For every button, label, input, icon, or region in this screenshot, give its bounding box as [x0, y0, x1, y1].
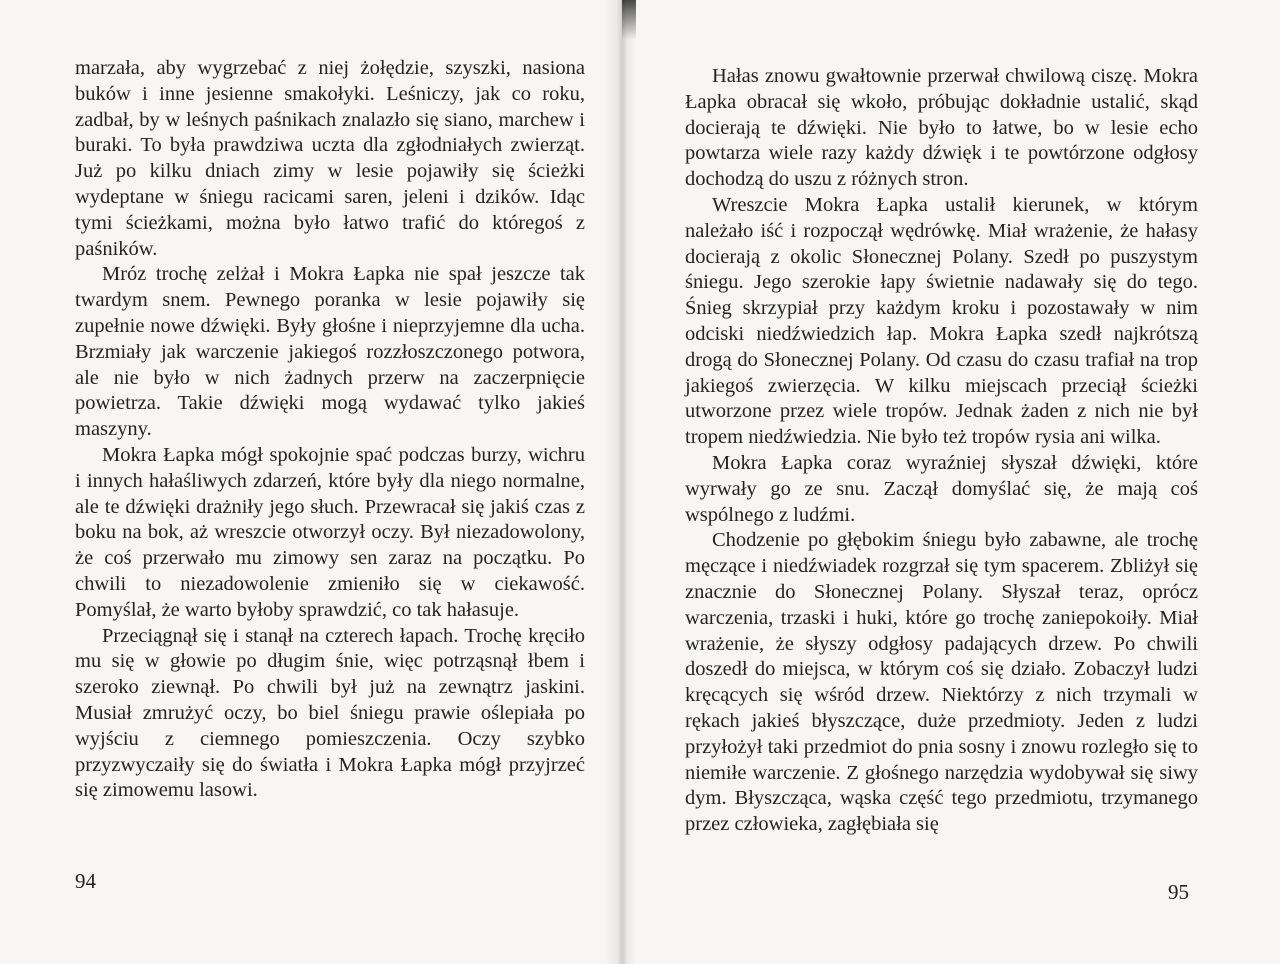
paragraph: Przeciągnął się i stanął na czterech łapach. Trochę kręciło mu się w głowie po długim śnie, więc potrząsnął łbem i szeroko ziewnął. Po chwili był już na zewnątrz jaskini. Musiał zmrużyć oczy, bo biel śniegu prawie oślepiała po wyjściu z ciemnego pomieszczenia. Oczy szybko przyzwyczaiły się do światła i Mokra Łapka mógł przyjrzeć się zimowemu lasowi. — [75, 624, 585, 802]
left-page-text — [75, 56, 585, 804]
paragraph: Chodzenie po głębokim śniegu było zabawne, ale trochę męczące i niedźwiadek rozgrzał się tym spacerem. Zbliżył się znacznie do Słonecznej Polany. Słyszał teraz, oprócz warczenia, trzaski i huki, które go trochę zaniepokoiły. Miał wrażenie, że słyszy odgłosy padających drzew. Po chwili doszedł do miejsca, w którym coś się działo. Zobaczył ludzi kręcących się wśród drzew. Niektórzy z nich trzymali w rękach jakieś błyszczące, duże przedmioty. Jeden z ludzi przyłożył taki przedmiot do pnia sosny i znowu rozległo się to niemiłe warczenie. Z głośnego narzędzia wydobywał się siwy dym. Błyszcząca, wąska część tego przedmiotu, trzymanego przez człowieka, zagłębiała się — [685, 529, 1198, 836]
paragraph: marzała, aby wygrzebać z niej żołędzie, szyszki, nasiona buków i inne jesienne smakołyki. Leśniczy, jak co roku, zadbał, by w leśnych paśnikach znalazło się siano, marchew i buraki. To była prawdziwa uczta dla zgłodniałych zwierząt. Już po kilku dniach zimy w lesie pojawiły się ścieżki wydeptane w śniegu racicami saren, jeleni i dzików. Idąc tymi ścieżkami, można było łatwo trafić do któregoś z paśników. — [75, 57, 585, 260]
paragraph: Mokra Łapka mógł spokojnie spać podczas burzy, wichru i innych hałaśliwych zdarzeń, które były dla niego normalne, ale te dźwięki drażniły jego słuch. Przewracał się jakiś czas z boku na bok, aż wreszcie otworzył oczy. Był niezadowolony, że coś przerwało mu zimowy sen zaraz na początku. Po chwili to niezadowolenie zmieniło się w ciekawość. Pomyślał, że warto byłoby sprawdzić, co tak hałasuje. — [75, 443, 585, 621]
paragraph: Mokra Łapka coraz wyraźniej słyszał dźwięki, które wyrwały go ze snu. Zaczął domyślać się, że mają coś wspólnego z ludźmi. — [685, 451, 1198, 526]
paragraph: Mróz trochę zelżał i Mokra Łapka nie spał jeszcze tak twardym snem. Pewnego poranka w lesie pojawiły się zupełnie nowe dźwięki. Były głośne i nieprzyjemne dla ucha. Brzmiały jak warczenie jakiegoś rozzłoszczonego potwora, ale nie było w nich żadnych przerw na zaczerpnięcie powietrza. Takie dźwięki mogą wydawać tylko jakieś maszyny. — [75, 263, 585, 441]
right-page-number: 95 — [1168, 880, 1189, 904]
gutter-shadow — [622, 0, 636, 40]
paragraph: Hałas znowu gwałtownie przerwał chwilową ciszę. Mokra Łapka obracał się wkoło, próbując dokładnie ustalić, skąd docierają te dźwięki. Nie było to łatwe, bo w lesie echo powtarza wiele razy każdy dźwięk i te powtórzone odgłosy dochodzą do uszu z różnych stron. — [685, 65, 1198, 191]
paragraph: Wreszcie Mokra Łapka ustalił kierunek, w którym należało iść i rozpoczął wędrówkę. Miał wrażenie, że hałasy docierają z okolic Słonecznej Polany. Szedł po puszystym śniegu. Jego szerokie łapy świetnie nadawały się do tego. Śnieg skrzypiał przy każdym kroku i pozostawały w nim odciski niedźwiedzich łap. Mokra Łapka szedł najkrótszą drogą do Słonecznej Polany. Od czasu do czasu trafiał na trop jakiegoś zwierzęcia. W kilku miejscach przeciął ścieżki utworzone przez wiele tropów. Jednak żaden z nich nie był tropem niedźwiedzia. Nie było też tropów rysia ani wilka. — [685, 193, 1198, 449]
book-gutter — [604, 0, 636, 964]
left-page-number: 94 — [75, 869, 96, 893]
right-page-text — [685, 64, 1198, 838]
